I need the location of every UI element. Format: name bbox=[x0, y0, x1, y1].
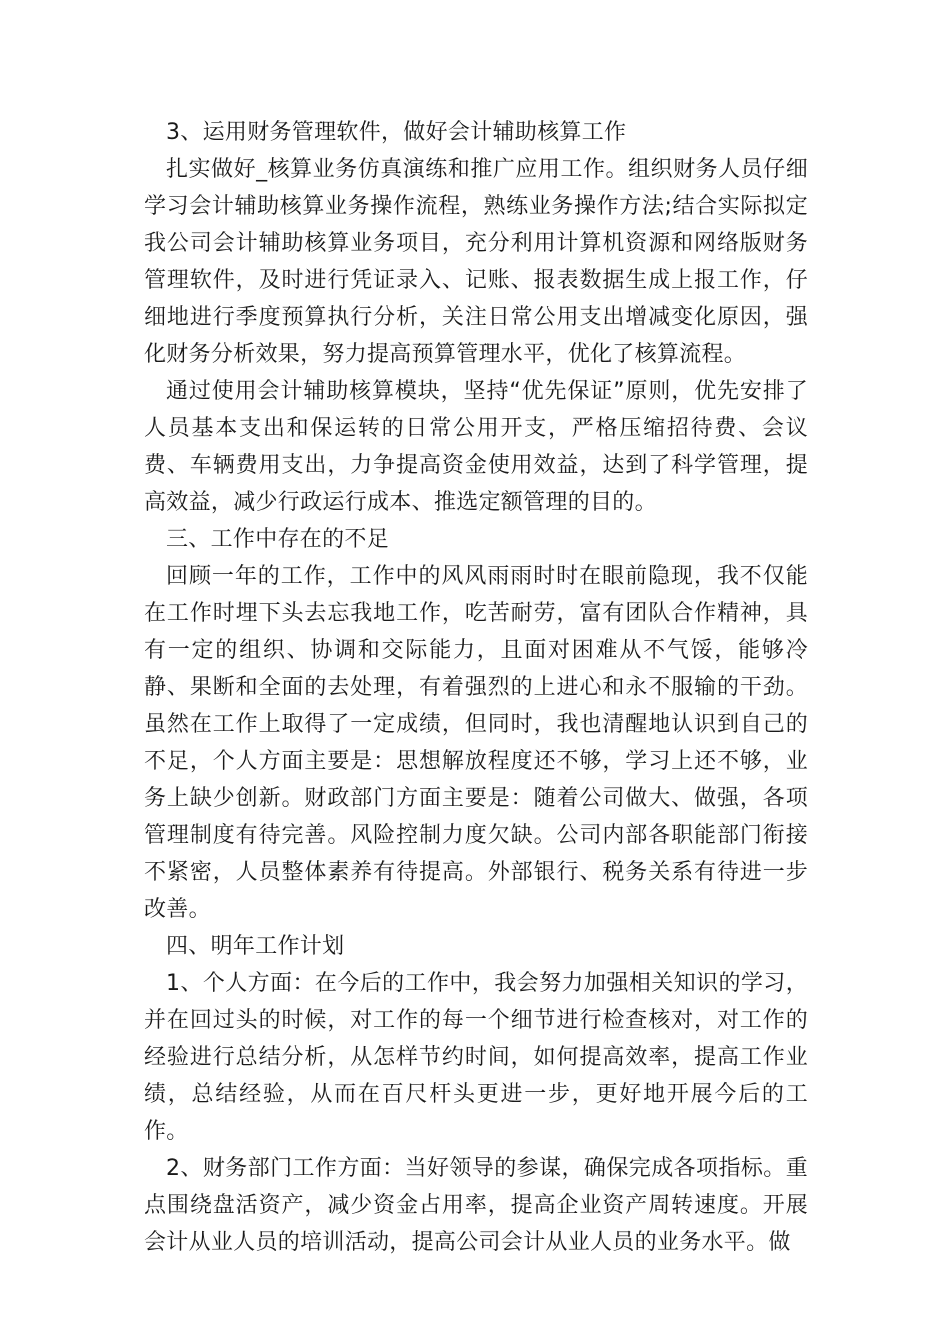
section-heading-next-year-plan: 四、明年工作计划 bbox=[166, 934, 345, 959]
section-heading-shortcomings: 三、工作中存在的不足 bbox=[166, 527, 390, 552]
paragraph-accounting-training: 扎实做好_核算业务仿真演练和推广应用工作。组织财务人员仔细学习会计辅助核算业务操作流程，熟练业务操作方法;结合实际拟定我公司会计辅助核算业务项目，充分利用计算机资源和网络版财务管理软件，及时进行凭证录入、记账、报表数据生成上报工作，仔细地进行季度预算执行分析，关注日常公用支出增减变化原因，强化财务分析效果，努力提高预算管理水平，优化了核算流程。 bbox=[144, 157, 808, 367]
paragraph-personal-plan: 1、个人方面：在今后的工作中，我会努力加强相关知识的学习，并在回过头的时候，对工作的每一个细节进行检查核对，对工作的经验进行总结分析，从怎样节约时间，如何提高效率，提高工作业绩，总结经验，从而在百尺杆头更进一步，更好地开展今后的工作。 bbox=[144, 971, 808, 1144]
section-heading-software: 3、运用财务管理软件，做好会计辅助核算工作 bbox=[166, 120, 627, 145]
paragraph-priority-guarantee: 通过使用会计辅助核算模块，坚持“优先保证”原则，优先安排了人员基本支出和保运转的日常公用开支，严格压缩招待费、会议费、车辆费用支出，力争提高资金使用效益，达到了科学管理，提高效益，减少行政运行成本、推选定额管理的目的。 bbox=[144, 379, 808, 515]
paragraph-year-review: 回顾一年的工作，工作中的风风雨雨时时在眼前隐现，我不仅能在工作时埋下头去忘我地工作，吃苦耐劳，富有团队合作精神，具有一定的组织、协调和交际能力，且面对困难从不气馁，能够冷静、果断和全面的去处理，有着强烈的上进心和永不服输的干劲。虽然在工作上取得了一定成绩，但同时，我也清醒地认识到自己的不足，个人方面主要是：思想解放程度还不够，学习上还不够，业务上缺少创新。财政部门方面主要是：随着公司做大、做强，各项管理制度有待完善。风险控制力度欠缺。公司内部各职能部门衔接不紧密，人员整体素养有待提高。外部银行、税务关系有待进一步改善。 bbox=[144, 564, 808, 922]
paragraph-department-plan: 2、财务部门工作方面：当好领导的参谋，确保完成各项指标。重点围绕盘活资产，减少资金占用率，提高企业资产周转速度。开展会计从业人员的培训活动，提高公司会计从业人员的业务水平。做 bbox=[144, 1156, 808, 1255]
document-body bbox=[144, 114, 808, 1261]
